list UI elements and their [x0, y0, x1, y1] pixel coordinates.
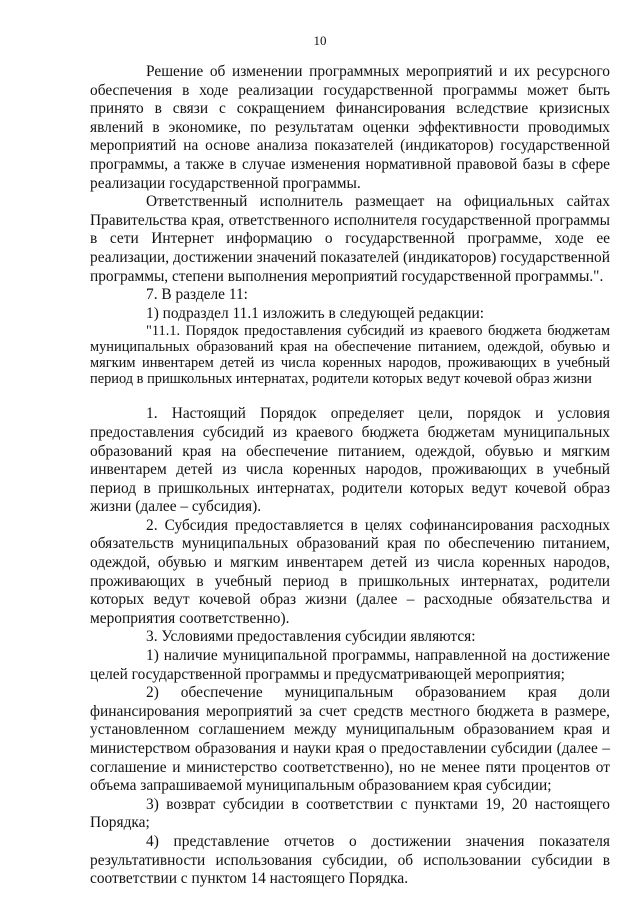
condition-3: 3) возврат субсидии в соответствии с пунктами 19, 20 настоящего Порядка; [90, 795, 610, 832]
clause-2: 2. Субсидия предоставляется в целях софинансирования расходных обязательств муниципальных образований края по обеспечению питанием, одеждой, обувью и мягким инвентарем детей из числа коренных народов, проживающих в учебный период в пришкольных интернатах, родители которых ведут кочевой образ жизни (далее – расходные обязательства и мероприятия соответственно). [90, 516, 610, 627]
condition-1: 1) наличие муниципальной программы, направленной на достижение целей государственной программы и предусматривающей мероприятия; [90, 647, 610, 683]
paragraph-responsible-executor: Ответственный исполнитель размещает на официальных сайтах Правительства края, ответственного исполнителя государственной программы в сети Интернет информацию о государственной программе, ходе ее реализации, достижении значений показателей (индикаторов) государственной программы, степени выполнения мероприятий государственной программы.". [90, 193, 610, 285]
condition-2: 2) обеспечение муниципальным образованием края доли финансирования мероприятий за счет средств местного бюджета в размере, установленном соглашением между муниципальным образованием края и министерством образования и науки края о предоставлении субсидии (далее – соглашение и министерство соответственно), но не менее пяти процентов от объема запрашиваемой муниципальным образованием края субсидии; [90, 684, 610, 795]
paragraph-section-11: 7. В разделе 11: [146, 286, 248, 304]
clause-3: 3. Условиями предоставления субсидии являются: [146, 628, 476, 646]
paragraph-subsection-11-1: 1) подраздел 11.1 изложить в следующей редакции: [146, 304, 484, 322]
section-title: "11.1. Порядок предоставления субсидий из краевого бюджета бюджетам муниципальных образований края на обеспечение питанием, одеждой, обувью и мягким инвентарем детей из числа коренных народов, проживающих в учебный период в пришкольных интернатах, родители которых ведут кочевой образ жизни [90, 323, 610, 388]
page-number: 10 [313, 33, 327, 48]
document-body [90, 63, 610, 889]
condition-4: 4) представление отчетов о достижении значения показателя результативности использования субсидии, об использовании субсидии в соответствии с пунктом 14 настоящего Порядка. [90, 832, 610, 888]
spacer [90, 387, 610, 405]
clause-1: 1. Настоящий Порядок определяет цели, порядок и условия предоставления субсидий из краевого бюджета бюджетам муниципальных образований края на обеспечение питанием, одеждой, обувью и мягким инвентарем детей из числа коренных народов, проживающих в учебный период в пришкольных интернатах, родители которых ведут кочевой образ жизни (далее – субсидия). [90, 405, 610, 516]
paragraph-program-changes: Решение об изменении программных мероприятий и их ресурсного обеспечения в ходе реализации государственной программы может быть принято в связи с сокращением финансирования вследствие кризисных явлений в экономике, по результатам оценки эффективности проводимых мероприятий на основе анализа показателей (индикаторов) государственной программы, а также в случае изменения нормативной правовой базы в сфере реализации государственной программы. [90, 63, 610, 192]
